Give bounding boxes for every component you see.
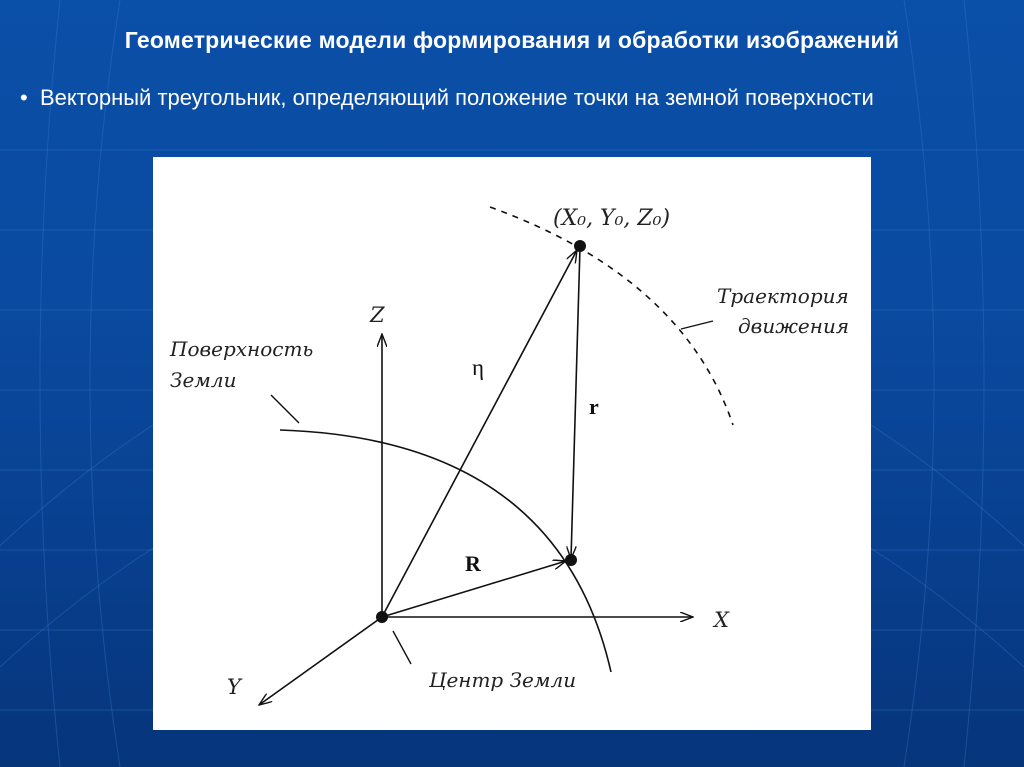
trajectory-leader [681,321,713,329]
r-vector [571,247,580,559]
origin-point [376,611,388,623]
R-label: R [465,551,481,576]
slide-title: Геометрические модели формирования и обработки изображений [124,27,900,53]
bullet-marker: • [20,85,28,110]
vector-triangle-diagram [153,157,871,730]
bullet-text: Векторный треугольник, определяющий положение точки на земной поверхности [40,85,874,110]
earth-surface-label-line1: Поверхность [170,337,314,361]
earth-center-label: Центр Земли [429,668,577,692]
point-coordinates-label: (X₀, Y₀, Z₀) [553,206,671,231]
trajectory-label-line2: движения [738,314,850,338]
y-axis-label: Y [227,675,241,699]
earth-center-leader [393,631,411,664]
earth-surface-arc [280,430,611,672]
eta-label: η [472,355,485,380]
z-axis-label: Z [370,303,385,327]
trajectory-label-line1: Траектория [717,284,849,308]
y-axis [259,617,382,705]
trajectory-arc [490,207,733,425]
ground-point [565,554,577,566]
earth-surface-label-line2: Земли [170,368,237,392]
x-axis-label: X [714,608,729,632]
earth-surface-leader [271,395,299,423]
r-label: r [589,394,599,419]
satellite-point [574,240,586,252]
